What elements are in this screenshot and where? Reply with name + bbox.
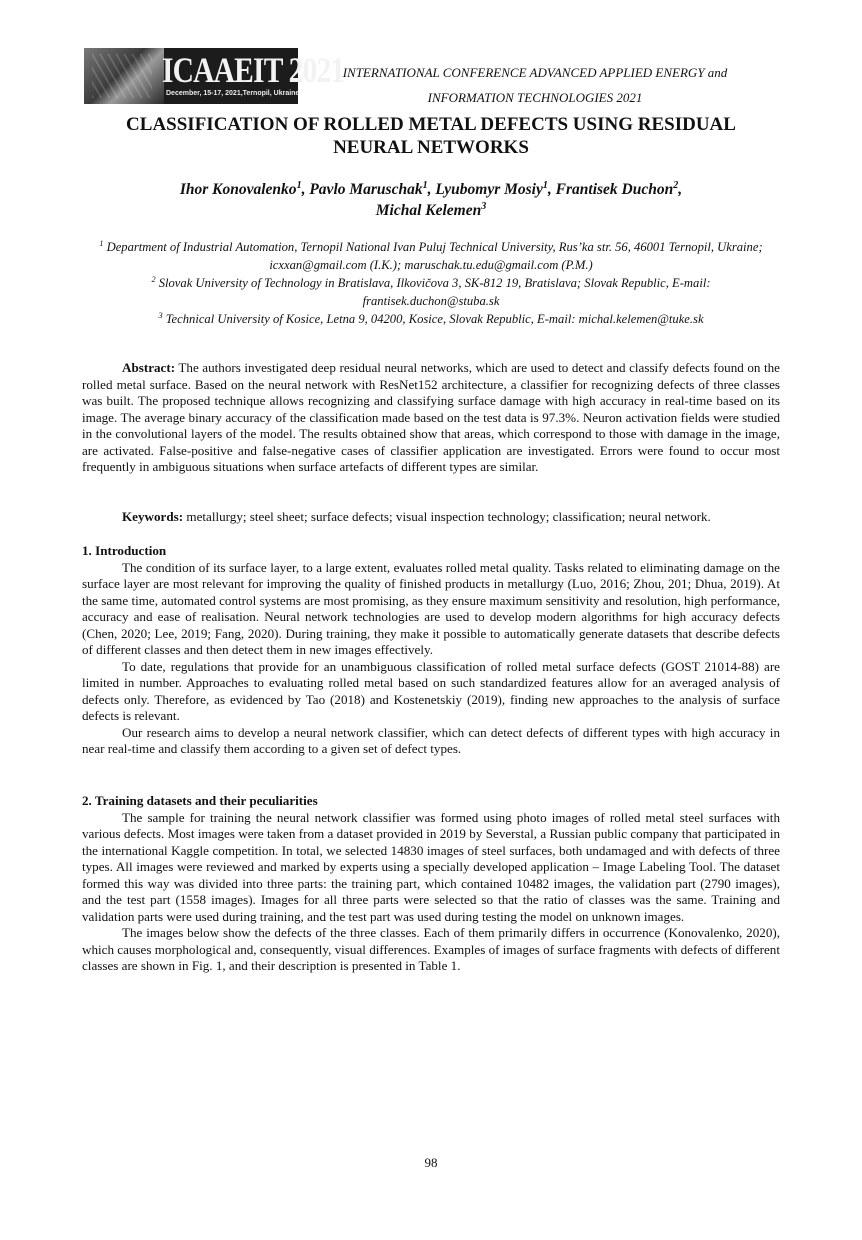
conference-line-1: INTERNATIONAL CONFERENCE ADVANCED APPLIED ENERGY and (342, 65, 728, 80)
conference-logo (84, 48, 345, 104)
paragraph: The condition of its surface layer, to a large extent, evaluates rolled metal quality. Tasks related to eliminating damage on the surface layer are most relevant for improving the quality of finished products in metallurgy (Luo, 2016; Zhou, 201; Dhua, 2019). At the same time, automated control systems are most promising, as they ensure maximum sensitivity and resolution, high performance, accuracy and ease of realisation. Neural network technologies are used to develop modern algorithms for high accuracy defects (Chen, 2020; Lee, 2019; Fang, 2020). During training, they make it possible to automatically generate datasets that describe defects of different classes and then detect them in new images effectively. (82, 559, 780, 657)
paragraph: The sample for training the neural network classifier was formed using photo images of rolled metal steel surfaces with various defects. Most images were taken from a dataset provided in 2019 by Severstal, a Russian public company that participated in the international Kaggle competition. In total, we selected 14830 images of steel surfaces, both undamaged and with defects of three types. All images were reviewed and marked by experts using a specially developed application – Image Labeling Tool. The dataset formed this way was divided into three parts: the training part, which contained 10482 images, the validation part (2790 images), and the test part (1558 images). Images for all three parts were selected so that the ratio of classes was the same. Training and validation parts were used during training, and the test part was used during testing the model on unknown images. (82, 809, 780, 924)
conference-line-2: INFORMATION TECHNOLOGIES 2021 (427, 90, 643, 105)
abstract-label: Abstract: (122, 360, 176, 375)
author: Pavlo Maruschak$^1$, (309, 179, 436, 198)
author: Frantisek Duchon$^2$, (555, 179, 683, 198)
conference-header (300, 60, 770, 110)
abstract (82, 360, 780, 476)
author-list (120, 179, 742, 221)
logo-text: ICAAEIT 2021 (162, 50, 345, 90)
keywords-label: Keywords: (122, 509, 184, 524)
page-number: 98 (424, 1155, 438, 1170)
keywords-text: metallurgy; steel sheet; surface defects; visual inspection technology; classification; neural network. (186, 509, 711, 524)
affiliation-3: $^3$ Technical University of Kosice, Letna 9, 04200, Kosice, Slovak Republic, E-mail: michal.kelemen@tuke.sk (158, 310, 704, 326)
affiliations (96, 238, 766, 328)
author: Michal Kelemen$^3$ (375, 200, 487, 219)
paragraph: To date, regulations that provide for an unambiguous classification of rolled metal surface defects (GOST 21014-88) are limited in number. Approaches to evaluating rolled metal based on such standardized features allow for an averaged analysis of defects only. Therefore, as evidenced by Tao (2018) and Kostenetskiy (2019), finding new approaches to the analysis of surface defects is relevant. (82, 658, 780, 723)
keywords (82, 509, 780, 526)
author: Lyubomyr Mosiy$^1$, (435, 179, 556, 198)
section-heading: 2. Training datasets and their peculiarities (82, 793, 318, 808)
paragraph: Our research aims to develop a neural network classifier, which can detect defects of different types with high accuracy in near real-time and classify them according to a given set of defect types. (82, 724, 780, 756)
author: Ihor Konovalenko$^1$, (179, 179, 310, 198)
logo-dates: December, 15-17, 2021,Ternopil, Ukraine (166, 90, 300, 97)
abstract-text: The authors investigated deep residual neural networks, which are used to detect and classify defects found on the rolled metal surface. Based on the neural network with ResNet152 architecture, a classifier for recognizing defects of three classes was built. The proposed technique allows recognizing and classifying surface damage with high accuracy in real-time based on its image. The average binary accuracy of the classification made based on the test data is 97.3%. Neuron activation fields were studied in the convolutional layers of the model. The results obtained show that areas, which correspond to those with damage in the image, are activated. False-positive and false-negative cases of classifier application are investigated. Errors were found to occur most frequently in ambiguous situations when surface artefacts of different types are similar. (82, 360, 780, 474)
paper-title: CLASSIFICATION OF ROLLED METAL DEFECTS USING RESIDUAL NEURAL NETWORKS (126, 114, 736, 158)
affiliation-1: $^1$ Department of Industrial Automation, Ternopil National Ivan Puluj Technical University, Rus’ka str. 56, 46001 Ternopil, Ukraine; icxxan@gmail.com (I.K.); maruschak.tu.edu@gmail.com (P.M.) (99, 238, 763, 272)
section-heading: 1. Introduction (82, 543, 167, 558)
section-training-datasets (82, 793, 780, 975)
section-introduction (82, 543, 780, 758)
logo-photo (84, 48, 164, 104)
paragraph: The images below show the defects of the three classes. Each of them primarily differs in occurrence (Konovalenko, 2020), which causes morphological and, consequently, visual differences. Examples of images of surface fragments with defects of different classes are shown in Fig. 1, and their description is presented in Table 1. (82, 925, 780, 973)
affiliation-2: $^2$ Slovak University of Technology in Bratislava, Ilkovičova 3, SK-812 19, Bratislava; Slovak Republic, E-mail: frantisek.duchon@stuba.sk (151, 274, 711, 308)
